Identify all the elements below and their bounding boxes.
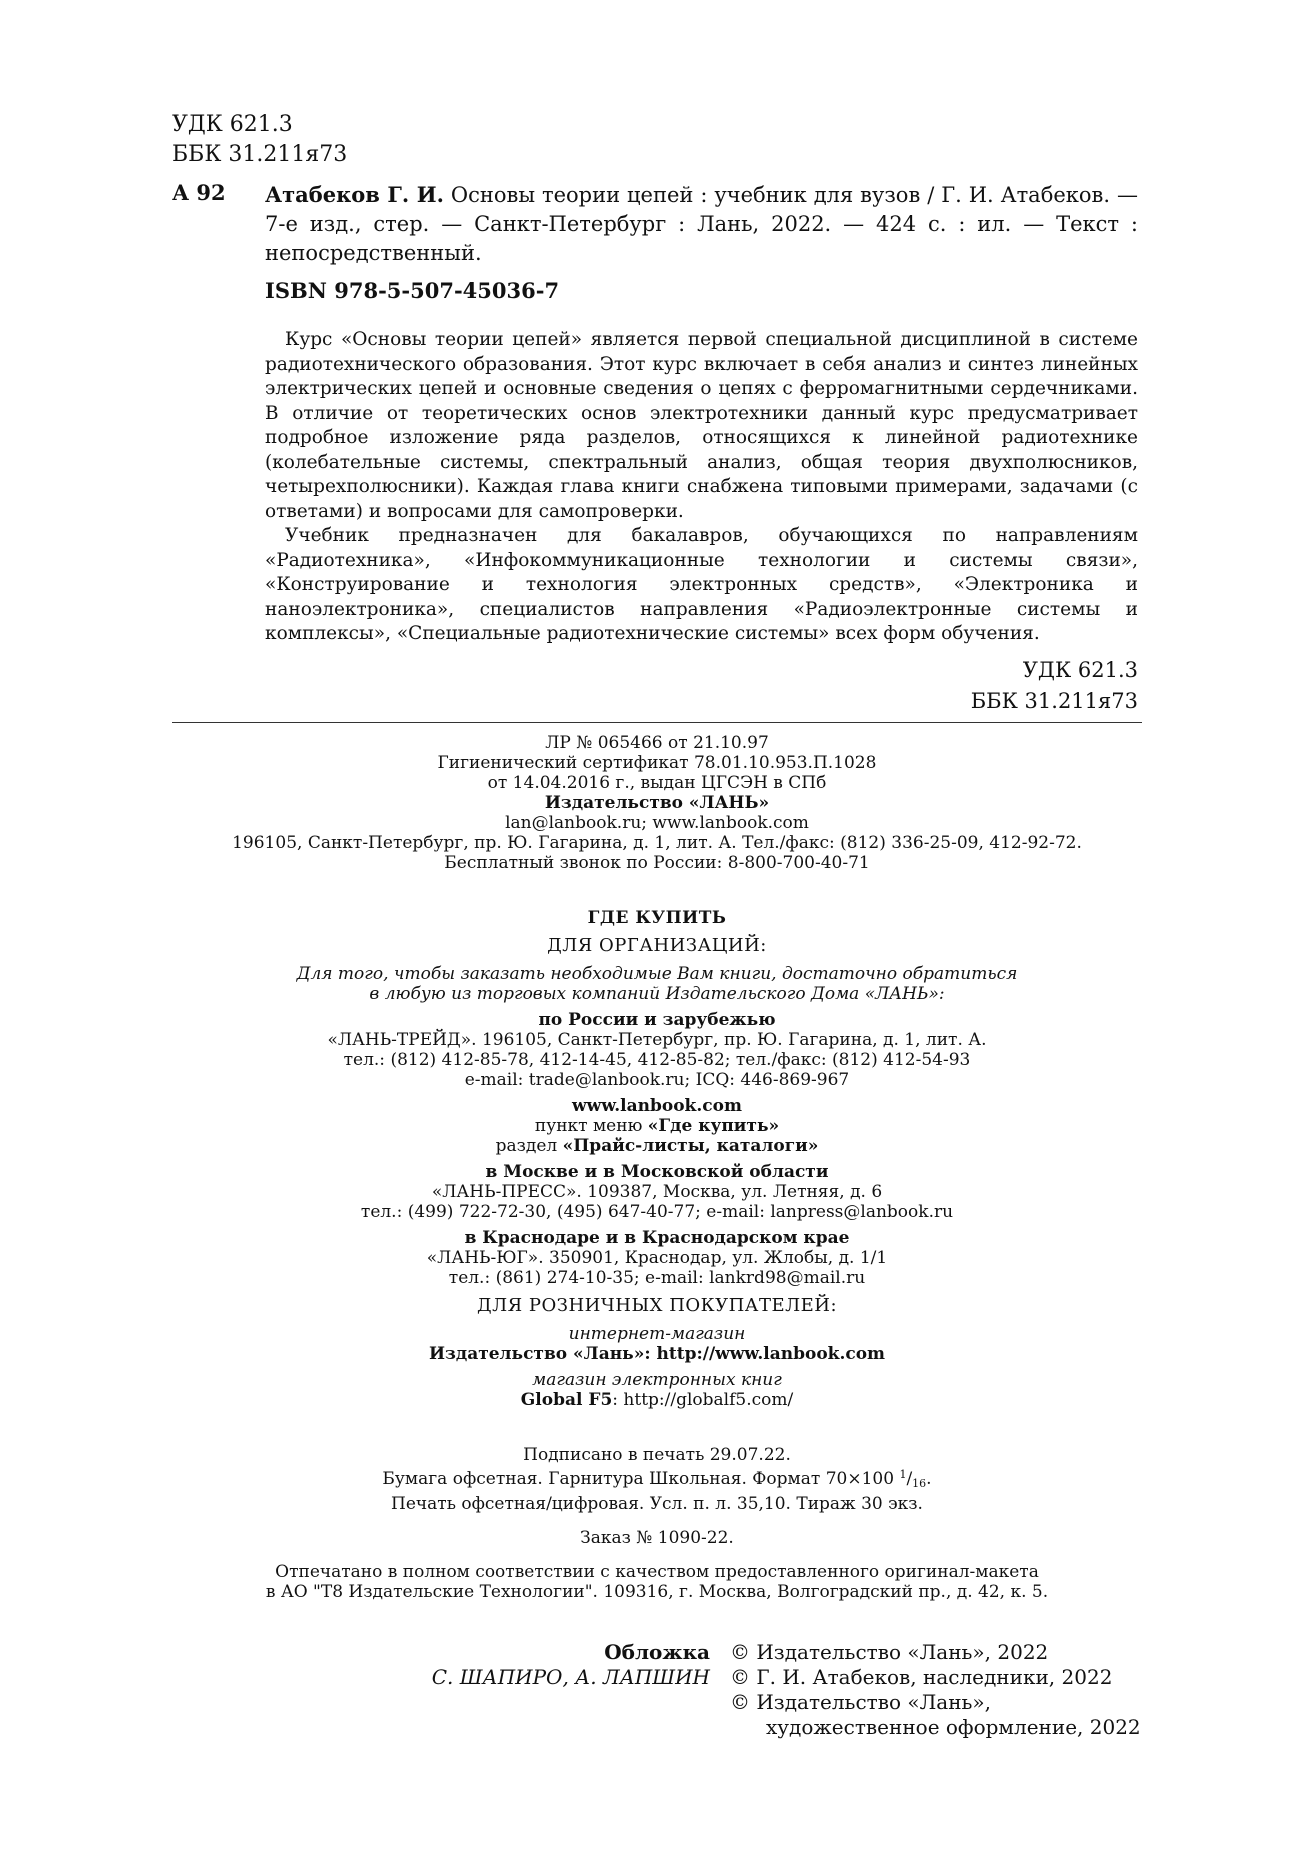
signed-date: Подписано в печать 29.07.22. (523, 1445, 791, 1465)
russia-line: тел.: (812) 412-85-78, 412-14-45, 412-85-82; тел./факс: (812) 412-54-93 (343, 1050, 971, 1070)
print-info (172, 1445, 1142, 1602)
russia-heading: по России и зарубежью (538, 1010, 776, 1030)
author-mark: А 92 (172, 180, 226, 205)
bibliographic-record (265, 180, 1138, 268)
menu-prefix: пункт меню (534, 1116, 648, 1136)
global-line (172, 1390, 1142, 1410)
copyright-line: © Издательство «Лань», (730, 1690, 992, 1714)
org-note-1: Для того, чтобы заказать необходимые Вам книги, достаточно обратиться (296, 964, 1018, 984)
publisher-name: Издательство «ЛАНЬ» (544, 793, 770, 813)
print-run: Печать офсетная/цифровая. Усл. п. л. 35,10. Тираж 30 экз. (391, 1494, 923, 1514)
russia-line: «ЛАНЬ-ТРЕЙД». 196105, Санкт-Петербург, пр. Ю. Гагарина, д. 1, лит. А. (327, 1030, 987, 1050)
udk-code-right: УДК 621.3 (1022, 658, 1138, 682)
hygiene-cert: Гигиенический сертификат 78.01.10.953.П.1028 (437, 753, 877, 773)
abstract-paragraph: Учебник предназначен для бакалавров, обучающихся по направлениям «Радиотехника», «Инфокоммуникационные технологии и системы связи», «Конструирование и технология электронных средств», «Электроника и наноэлектроника», специалистов направления «Радиоэлектронные системы и комплексы», «Специальные радиотехнические системы» всех форм обучения. (265, 525, 1138, 644)
global-url[interactable]: : http://globalf5.com/ (612, 1390, 794, 1410)
krasnodar-heading: в Краснодаре и в Краснодарском крае (464, 1228, 850, 1248)
russia-line: e-mail: trade@lanbook.ru; ICQ: 446-869-967 (464, 1070, 850, 1090)
site-link[interactable]: www.lanbook.com (572, 1096, 742, 1116)
publisher-address: 196105, Санкт-Петербург, пр. Ю. Гагарина, д. 1, лит. А. Тел./факс: (812) 336-25-09, 412-92-72. (232, 833, 1082, 853)
copyright-line: художественное оформление, 2022 (766, 1715, 1141, 1739)
org-note-2: в любую из торговых компаний Издательского Дома «ЛАНЬ»: (369, 984, 945, 1004)
publisher-site-label: Издательство «Лань»: (428, 1344, 651, 1364)
abstract (265, 328, 1138, 647)
cover-artists: С. ШАПИРО, А. ЛАПШИН (431, 1665, 710, 1689)
publisher-site-line (172, 1344, 1142, 1364)
format-numerator: 1 (899, 1468, 907, 1481)
udk-code: УДК 621.3 (172, 112, 293, 137)
publisher-emails[interactable]: lan@lanbook.ru; www.lanbook.com (505, 813, 809, 833)
copyright-block (730, 1640, 1150, 1740)
hygiene-cert-date: от 14.04.2016 г., выдан ЦГСЭН в СПб (487, 773, 827, 793)
org-heading: ДЛЯ ОРГАНИЗАЦИЙ: (547, 935, 767, 956)
isbn: ISBN 978-5-507-45036-7 (265, 278, 560, 303)
abstract-paragraph: Курс «Основы теории цепей» является первой специальной дисциплиной в системе радиотехнического образования. Этот курс включает в себя анализ и синтез линейных электрических цепей и основные сведения о цепях с ферромагнитными сердечниками. В отличие от теоретических основ электротехники данный курс предусматривает подробное изложение ряда разделов, относящихся к линейной радиотехнике (колебательные системы, спектральный анализ, общая теория двухполюсников, четырехполюсники). Каждая глава книги снабжена типовыми примерами, задачами (с ответами) и вопросами для самопроверки. (265, 329, 1138, 522)
krasnodar-line: тел.: (861) 274-10-35; e-mail: lankrd98@mail.ru (448, 1268, 866, 1288)
paper-format-text: Бумага офсетная. Гарнитура Школьная. Формат 70×100 (382, 1469, 895, 1489)
bbk-code-right: ББК 31.211я73 (970, 689, 1138, 713)
udk-bbk-header (172, 110, 347, 170)
license: ЛР № 065466 от 21.10.97 (545, 733, 769, 753)
where-to-buy (172, 908, 1142, 1410)
printed-line: в АО "Т8 Издательские Технологии". 109316, г. Москва, Волгоградский пр., д. 42, к. 5. (265, 1582, 1049, 1602)
publisher-site-url[interactable]: http://www.lanbook.com (656, 1344, 886, 1364)
udk-bbk-right (900, 655, 1138, 717)
menu-item: «Где купить» (647, 1116, 780, 1136)
section-prefix: раздел (495, 1136, 563, 1156)
publisher-info (172, 733, 1142, 873)
bbk-code: ББК 31.211я73 (172, 142, 348, 167)
bib-description: Основы теории цепей : учебник для вузов / Г. И. Атабеков. — 7-е изд., стер. — Санкт-Петербург : Лань, 2022. — 424 с. : ил. — Текст : непосредственный. (265, 183, 1138, 265)
paper-format: Бумага офсетная. Гарнитура Школьная. Формат 70×100 $^1/_{16}$. (382, 1468, 932, 1490)
printed-line: Отпечатано в полном соответствии с качеством предоставленного оригинал-макета (275, 1562, 1039, 1582)
format-denominator: 16 (912, 1477, 927, 1490)
cover-label: Обложка (604, 1640, 710, 1664)
menu-line (172, 1116, 1142, 1136)
cover-credits (360, 1640, 710, 1690)
moscow-line: тел.: (499) 722-72-30, (495) 647-40-77; e-mail: lanpress@lanbook.ru (360, 1202, 954, 1222)
moscow-line: «ЛАНЬ-ПРЕСС». 109387, Москва, ул. Летняя, д. 6 (431, 1182, 883, 1202)
krasnodar-line: «ЛАНЬ-ЮГ». 350901, Краснодар, ул. Жлобы, д. 1/1 (426, 1248, 888, 1268)
copyright-line: © Г. И. Атабеков, наследники, 2022 (730, 1665, 1113, 1689)
global-label: Global F5 (520, 1390, 613, 1410)
ebook-shop-label: магазин электронных книг (532, 1370, 782, 1390)
divider (172, 722, 1142, 723)
order-number: Заказ № 1090-22. (580, 1528, 734, 1548)
section-item: «Прайс-листы, каталоги» (562, 1136, 819, 1156)
bib-author: Атабеков Г. И. (265, 182, 444, 207)
section-line (172, 1136, 1142, 1156)
retail-heading: ДЛЯ РОЗНИЧНЫХ ПОКУПАТЕЛЕЙ: (476, 1295, 838, 1316)
free-call: Бесплатный звонок по России: 8-800-700-40-71 (444, 853, 870, 873)
moscow-heading: в Москве и в Московской области (485, 1162, 829, 1182)
where-to-buy-title: ГДЕ КУПИТЬ (587, 908, 727, 928)
online-shop-label: интернет-магазин (568, 1324, 746, 1344)
copyright-line: © Издательство «Лань», 2022 (730, 1640, 1049, 1664)
